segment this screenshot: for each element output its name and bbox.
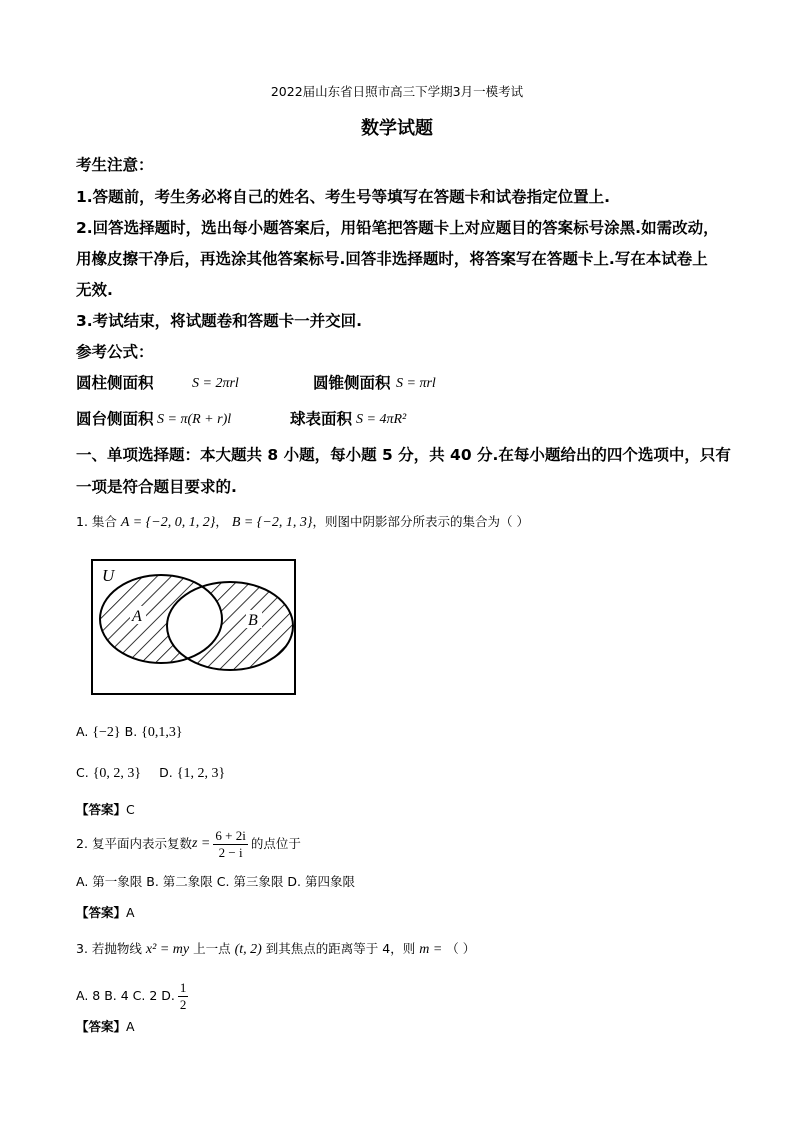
option-c-label: C.	[76, 765, 89, 780]
fraction-numerator: 6 + 2i	[215, 827, 246, 843]
option-d-label: D.	[159, 765, 173, 780]
question-1-answer	[76, 802, 135, 818]
complex-fraction	[213, 828, 247, 860]
question-1-options-row-2	[76, 765, 225, 783]
question-number: 1.	[76, 514, 88, 529]
notice-item-2-line-1: 2.回答选择题时，选出每小题答案后，用铅笔把答题卡上对应题目的答案标号涂黑.如需改动，	[76, 219, 719, 237]
question-1	[76, 514, 529, 532]
question-number: 3.	[76, 941, 88, 956]
complex-variable: z =	[191, 836, 211, 852]
option-d-value: {1, 2, 3}	[176, 766, 226, 781]
question-2-options: A. 第一象限 B. 第二象限 C. 第三象限 D. 第四象限	[76, 874, 355, 889]
section-1-line-2: 一项是符合题目要求的.	[76, 478, 237, 496]
answer-value: A	[126, 1019, 135, 1034]
question-text: 复平面内表示复数	[91, 836, 192, 852]
question-text: 集合	[91, 514, 117, 529]
section-1-line-1: 一、单项选择题：本大题共 8 小题，每小题 5 分，共 40 分.在每小题给出的四个选项中，只有	[76, 446, 731, 464]
answer-tag: 【答案】	[76, 1019, 127, 1034]
frustum-formula: S = π(R + r)l	[157, 412, 232, 427]
notice-item-1: 1.答题前，考生务必将自己的姓名、考生号等填写在答题卡和试卷指定位置上.	[76, 188, 611, 206]
question-text: ，	[215, 514, 228, 529]
answer-tag: 【答案】	[76, 905, 127, 920]
question-2-answer	[76, 905, 135, 921]
question-1-options-row-1	[76, 724, 183, 742]
subject-title: 数学试题	[361, 118, 433, 139]
option-b-value: {0,1,3}	[141, 725, 183, 740]
question-text: ，则图中阴影部分所表示的集合为（ ）	[312, 514, 529, 529]
fraction-denominator: 2 − i	[218, 844, 243, 860]
sphere-label: 球表面积	[290, 410, 353, 428]
universe-label: U	[102, 566, 115, 585]
fraction-denominator: 2	[179, 996, 187, 1012]
exam-title: 2022届山东省日照市高三下学期3月一模考试	[270, 84, 524, 99]
parabola-equation: x² = my	[145, 942, 190, 957]
notice-heading: 考生注意：	[76, 156, 154, 174]
question-3-answer	[76, 1019, 135, 1035]
cylinder-formula: S = 2πrl	[192, 376, 239, 391]
sphere-formula: S = 4πR²	[356, 412, 407, 427]
notice-item-2-line-3: 无效.	[76, 281, 113, 299]
set-a-expression: A = {−2, 0, 1, 2}	[120, 515, 216, 530]
cone-formula: S = πrl	[396, 376, 436, 391]
question-text: （ ）	[446, 941, 476, 956]
cylinder-label: 圆柱侧面积	[76, 374, 154, 392]
point-coordinates: (t, 2)	[234, 942, 262, 957]
fraction-numerator: 1	[179, 979, 187, 995]
question-number: 2.	[76, 836, 88, 852]
set-b-label: B	[248, 612, 258, 629]
formula-heading: 参考公式：	[76, 343, 154, 361]
question-text: 到其焦点的距离等于 4，则	[265, 941, 416, 956]
answer-value: C	[126, 802, 135, 817]
notice-item-2-line-2: 用橡皮擦干净后，再选涂其他答案标号.回答非选择题时，将答案写在答题卡上.写在本试卷上	[76, 250, 708, 268]
unknown-variable: m =	[419, 942, 443, 957]
option-d-fraction	[178, 980, 189, 1012]
answer-tag: 【答案】	[76, 802, 127, 817]
question-2	[76, 826, 301, 862]
option-c-value: {0, 2, 3}	[92, 766, 142, 781]
notice-item-3: 3.考试结束，将试题卷和答题卡一并交回.	[76, 312, 363, 330]
set-a-label: A	[132, 608, 142, 625]
answer-value: A	[126, 905, 135, 920]
question-3	[76, 941, 475, 959]
options-text: A. 8 B. 4 C. 2 D.	[76, 988, 175, 1004]
question-text: 上一点	[193, 941, 231, 956]
venn-diagram	[90, 558, 298, 696]
question-3-options	[76, 979, 191, 1013]
frustum-label: 圆台侧面积	[76, 410, 154, 428]
question-text: 若抛物线	[91, 941, 142, 956]
set-b-expression: B = {−2, 1, 3}	[231, 515, 313, 530]
question-text: 的点位于	[250, 836, 301, 852]
option-b-label: B.	[124, 724, 138, 739]
cone-label: 圆锥侧面积	[313, 374, 391, 392]
option-a-label: A.	[76, 724, 89, 739]
option-a-value: {−2}	[92, 725, 121, 740]
